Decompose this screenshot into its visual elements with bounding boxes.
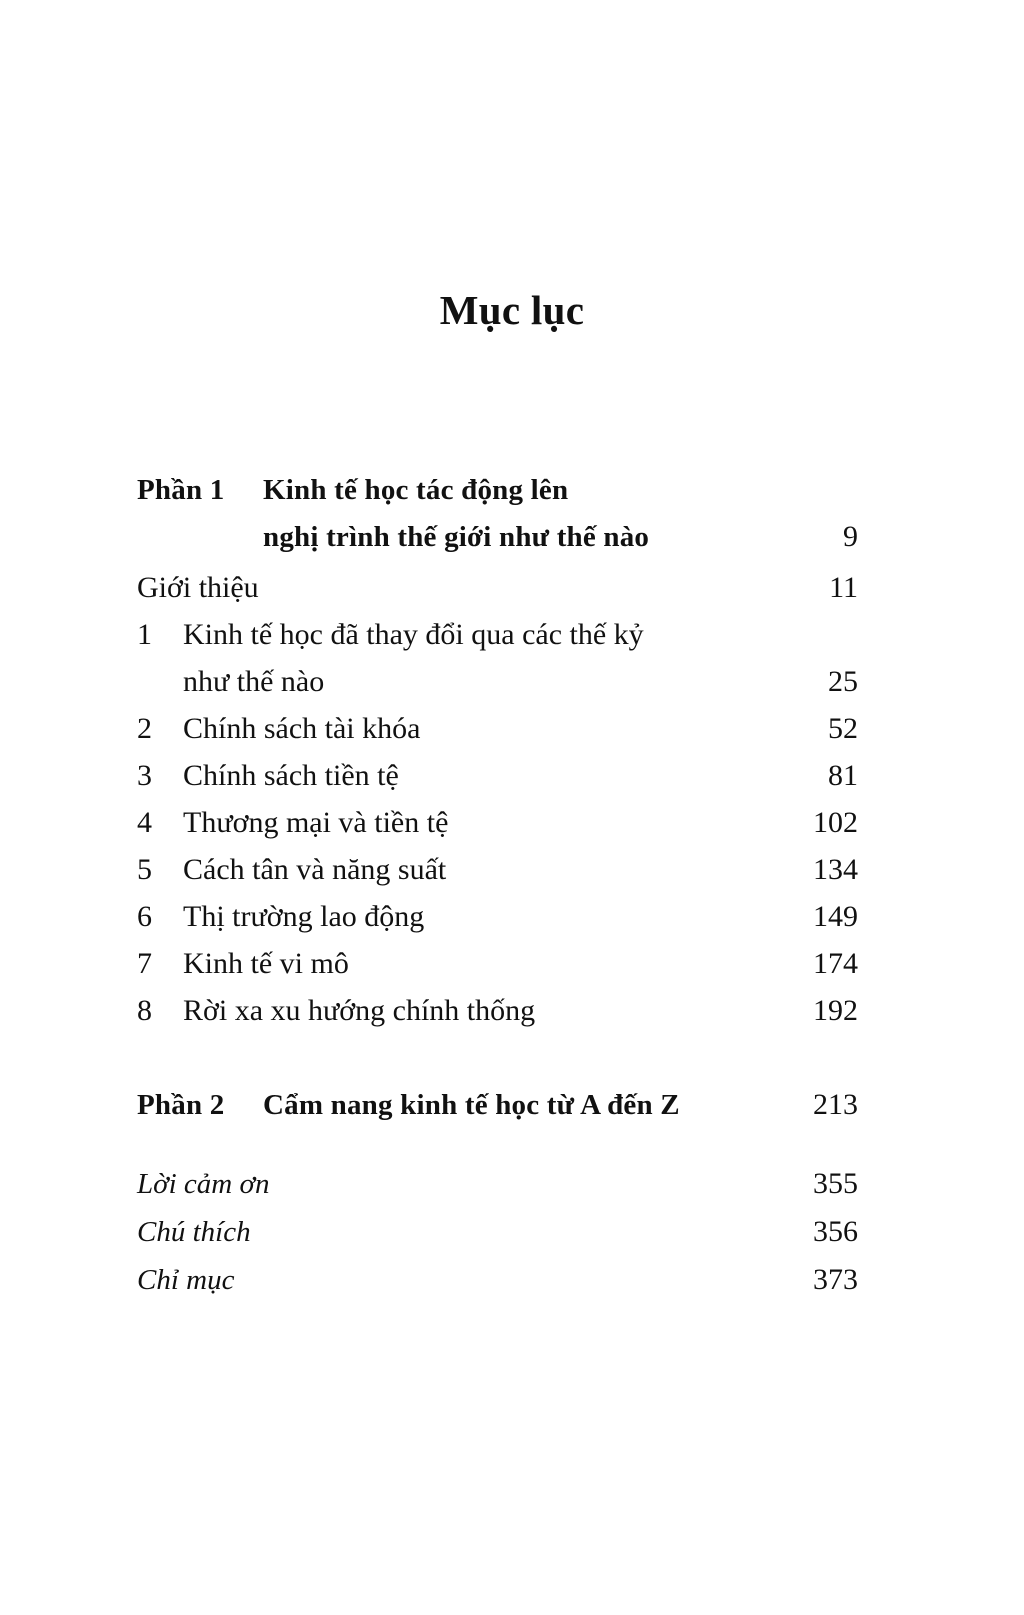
chapter-5-number: 5 (137, 853, 152, 886)
toc-part-1-line-1 (137, 466, 858, 513)
chapter-8-title: Rời xa xu hướng chính thống (183, 994, 536, 1027)
chapter-1-title-line-2: như thế nào (183, 665, 325, 698)
part-2-label: Phần 2 (137, 1089, 225, 1121)
toc-part-1[interactable] (137, 466, 858, 560)
chapter-2-pageno: 52 (828, 712, 858, 745)
acknowledgements-title: Lời cảm ơn (137, 1168, 270, 1200)
introduction-pageno: 11 (829, 571, 858, 604)
chapter-4-number: 4 (137, 806, 152, 839)
toc-entry-chapter-3[interactable] (137, 752, 858, 799)
toc-entry-index[interactable] (137, 1256, 858, 1304)
chapter-3-pageno: 81 (828, 759, 858, 792)
chapter-6-pageno: 149 (813, 900, 858, 933)
part-2-title: Cẩm nang kinh tế học từ A đến Z (263, 1089, 680, 1121)
part-1-title-line-1: Kinh tế học tác động lên (263, 474, 569, 506)
chapter-6-title: Thị trường lao động (183, 900, 425, 933)
toc-entry-notes[interactable] (137, 1208, 858, 1256)
chapter-1-line-1 (137, 611, 858, 658)
toc-entry-chapter-1[interactable] (137, 611, 858, 705)
toc-entry-chapter-4[interactable] (137, 799, 858, 846)
toc-entry-chapter-2[interactable] (137, 705, 858, 752)
chapter-2-number: 2 (137, 712, 152, 745)
acknowledgements-pageno: 355 (813, 1167, 858, 1200)
chapter-5-pageno: 134 (813, 853, 858, 886)
index-title: Chỉ mục (137, 1264, 235, 1296)
toc-part-1-line-2 (137, 513, 858, 560)
chapter-7-pageno: 174 (813, 947, 858, 980)
toc-entry-chapter-6[interactable] (137, 893, 858, 940)
notes-pageno: 356 (813, 1215, 858, 1248)
chapter-1-line-2 (137, 658, 858, 705)
chapter-6-number: 6 (137, 900, 152, 933)
chapter-4-title: Thương mại và tiền tệ (183, 806, 449, 839)
chapter-4-pageno: 102 (813, 806, 858, 839)
notes-title: Chú thích (137, 1216, 251, 1248)
toc-entry-introduction[interactable] (137, 564, 858, 611)
toc-entry-chapter-5[interactable] (137, 846, 858, 893)
part-2-pageno: 213 (813, 1088, 858, 1121)
chapter-2-title: Chính sách tài khóa (183, 712, 421, 745)
toc-part-2[interactable] (137, 1081, 858, 1128)
part-1-pageno: 9 (843, 520, 858, 553)
index-pageno: 373 (813, 1263, 858, 1296)
chapter-3-title: Chính sách tiền tệ (183, 759, 399, 792)
toc-entry-acknowledgements[interactable] (137, 1160, 858, 1208)
chapter-1-number: 1 (137, 618, 152, 651)
chapter-8-pageno: 192 (813, 994, 858, 1027)
chapter-1-title-line-1: Kinh tế học đã thay đổi qua các thế kỷ (183, 618, 644, 651)
chapter-7-number: 7 (137, 947, 152, 980)
toc-entry-chapter-7[interactable] (137, 940, 858, 987)
part-1-label: Phần 1 (137, 474, 225, 506)
toc-entry-chapter-8[interactable] (137, 987, 858, 1034)
toc-entry-list (137, 466, 858, 1304)
spacer-before-back-matter (137, 1132, 858, 1160)
page-title: Mục lục (439, 287, 585, 333)
chapter-3-number: 3 (137, 759, 152, 792)
chapter-5-title: Cách tân và năng suất (183, 853, 447, 886)
introduction-title: Giới thiệu (137, 571, 259, 604)
part-1-title-line-2: nghị trình thế giới như thế nào (263, 521, 650, 553)
chapter-8-number: 8 (137, 994, 152, 1027)
spacer-before-part-2 (137, 1034, 858, 1081)
chapter-7-title: Kinh tế vi mô (183, 947, 349, 980)
chapter-1-pageno: 25 (828, 665, 858, 698)
